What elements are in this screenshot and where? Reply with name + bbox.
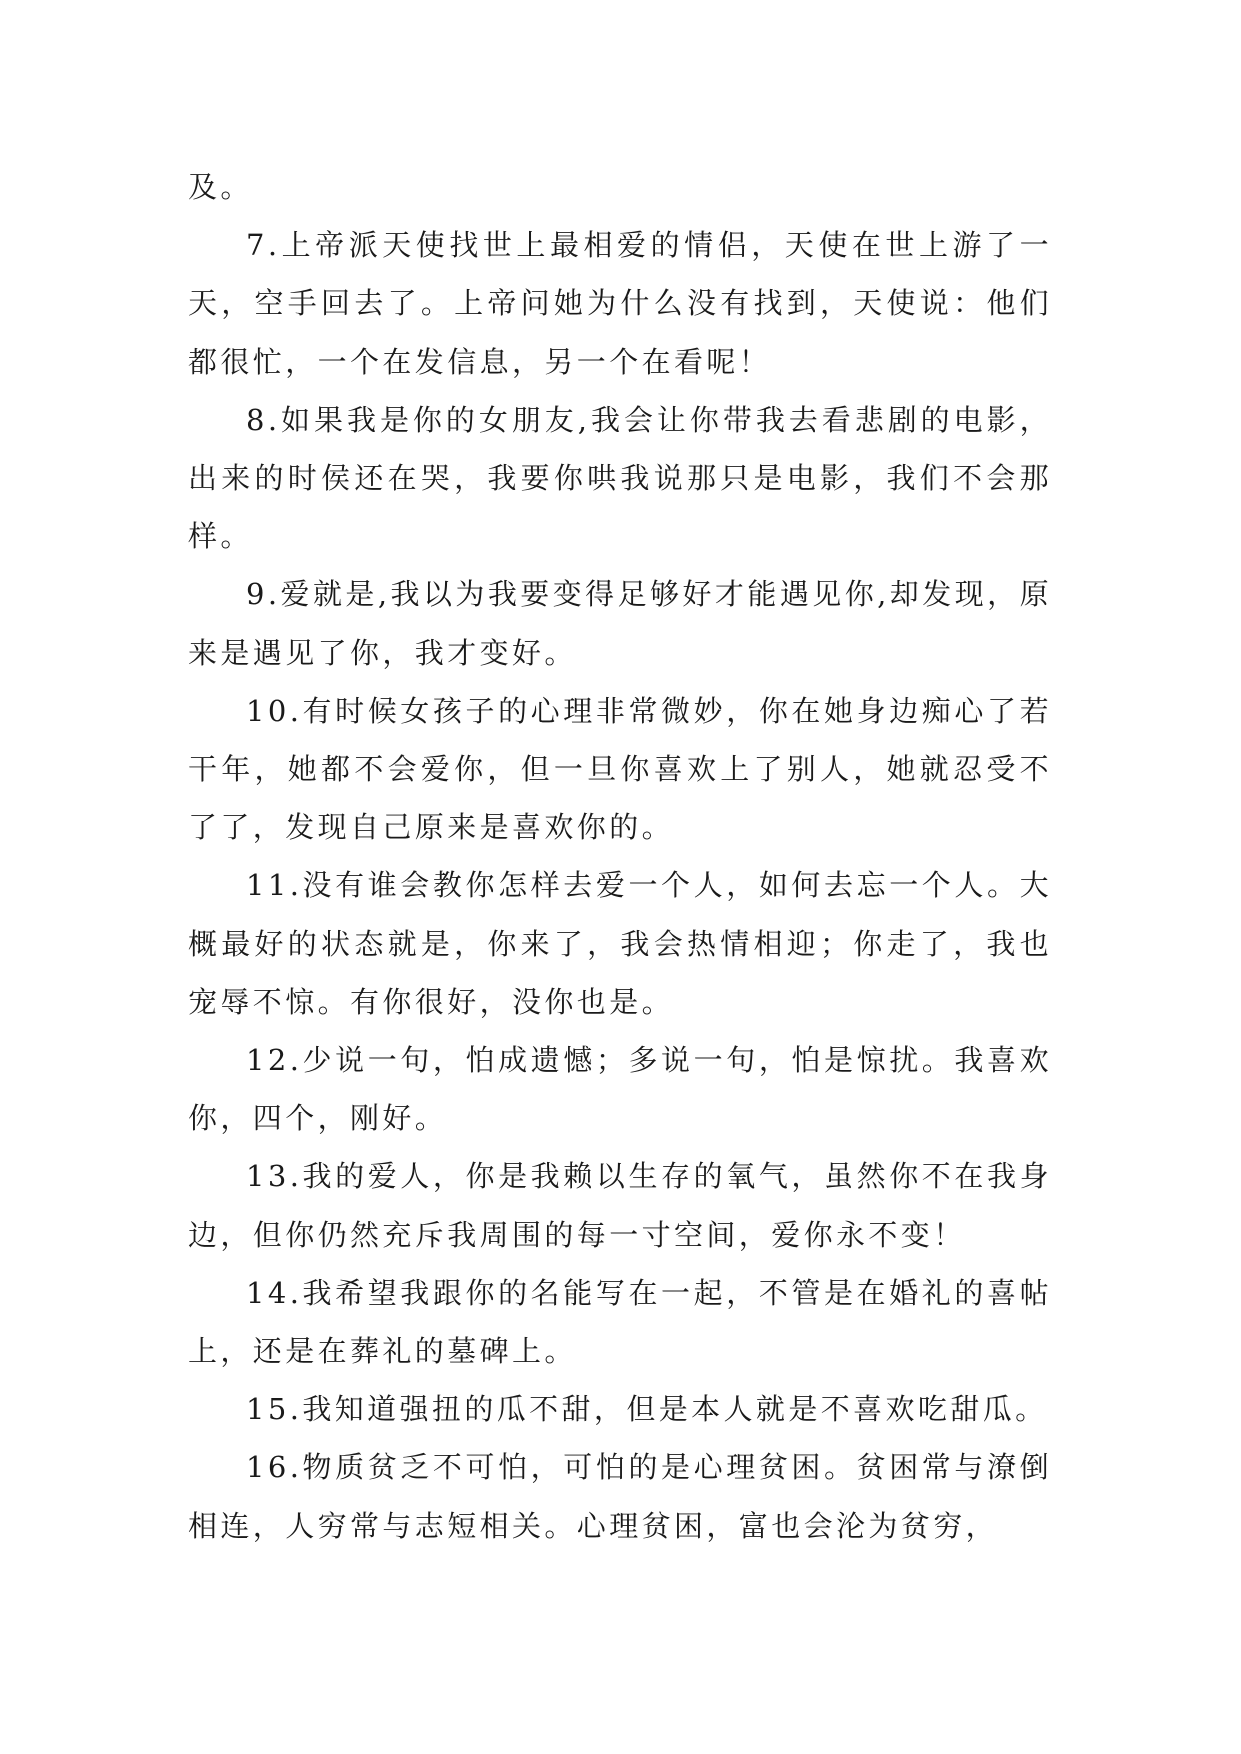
paragraph-item-8: 8.如果我是你的女朋友,我会让你带我去看悲剧的电影，出来的时侯还在哭，我要你哄我说那只是电影，我们不会那样。: [188, 402, 1052, 554]
paragraph-item-15: 15.我知道强扭的瓜不甜，但是本人就是不喜欢吃甜瓜。: [246, 1392, 1048, 1427]
paragraph-item-11: 11.没有谁会教你怎样去爱一个人，如何去忘一个人。大概最好的状态就是，你来了，我会热情相迎；你走了，我也宠辱不惊。有你很好，没你也是。: [188, 868, 1052, 1019]
paragraph-item-13: 13.我的爱人，你是我赖以生存的氧气，虽然你不在我身边，但你仍然充斥我周围的每一寸空间，爱你永不变！: [188, 1159, 1052, 1252]
paragraph-item-14: 14.我希望我跟你的名能写在一起，不管是在婚礼的喜帖上，还是在葬礼的墓碑上。: [188, 1275, 1052, 1369]
paragraph-item-16: 16.物质贫乏不可怕，可怕的是心理贫困。贫困常与潦倒相连，人穷常与志短相关。心理贫困，富也会沦为贫穷，: [188, 1450, 1052, 1543]
paragraph-item-9: 9.爱就是,我以为我要变得足够好才能遇见你,却发现，原来是遇见了你，我才变好。: [188, 577, 1052, 670]
paragraph-item-12: 12.少说一句，怕成遗憾；多说一句，怕是惊扰。我喜欢你，四个，刚好。: [188, 1043, 1052, 1136]
paragraph-continuation: 及。: [188, 170, 253, 204]
paragraph-item-7: 7.上帝派天使找世上最相爱的情侣，天使在世上游了一天，空手回去了。上帝问她为什么没有找到，天使说：他们都很忙，一个在发信息，另一个在看呢！: [188, 228, 1052, 379]
document-body: [188, 158, 1052, 1555]
paragraph-item-10: 10.有时候女孩子的心理非常微妙，你在她身边痴心了若干年，她都不会爱你，但一旦你喜欢上了别人，她就忍受不了了，发现自己原来是喜欢你的。: [188, 693, 1052, 845]
